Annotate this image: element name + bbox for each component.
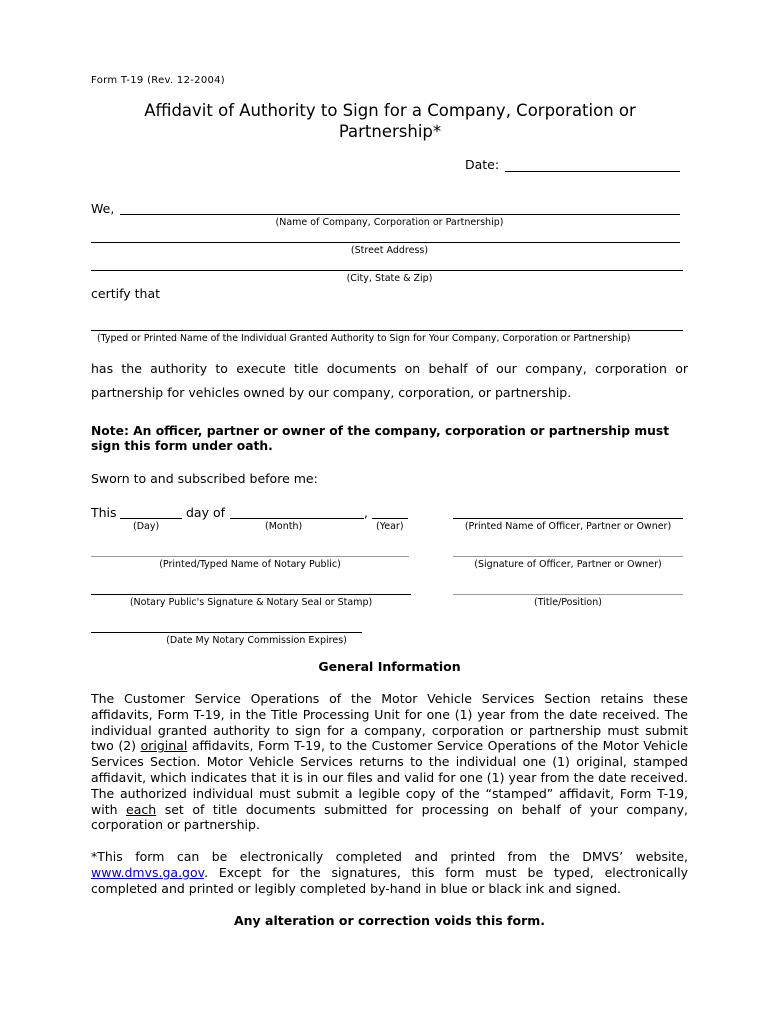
- notary-signature-field[interactable]: [91, 594, 411, 595]
- year-field[interactable]: [372, 518, 408, 519]
- this-label: This: [91, 505, 117, 520]
- comma: ,: [364, 505, 368, 520]
- street-address-field[interactable]: [91, 242, 680, 243]
- officer-signature-field[interactable]: [453, 556, 683, 557]
- paragraph-text-1: The Customer Service Operations of the Motor Vehicle Services Section retains these affidavits, Form T-19, in the Title Processing Unit for one (1) year from the date received. The individual granted authority to sign for a company, corporation or partnership must submit two (2): [91, 691, 688, 754]
- we-label: We,: [91, 201, 115, 216]
- company-name-field[interactable]: [120, 214, 680, 215]
- notary-printed-name-field[interactable]: [91, 556, 409, 557]
- printed-officer-name-caption: (Printed Name of Officer, Partner or Owner): [464, 521, 672, 532]
- commission-expires-caption: (Date My Notary Commission Expires): [166, 635, 347, 646]
- authority-text-line-1: has the authority to execute title documents on behalf of our company, corporation or: [91, 361, 688, 376]
- day-of-label: day of: [186, 505, 226, 520]
- city-state-zip-caption: (City, State & Zip): [346, 273, 433, 284]
- day-field[interactable]: [120, 518, 182, 519]
- each-emphasis: each: [126, 801, 157, 817]
- month-caption: (Month): [265, 521, 303, 532]
- title-line-2: Partnership*: [338, 122, 442, 141]
- original-emphasis: original: [140, 738, 188, 754]
- paragraph-text-2: affidavits, Form T-19, to the Customer Service Operations of the Motor Vehicle Services Section. Motor Vehicle Services returns to the individual one (1) original, stamped affidavit, which indicates that it is in our files and valid for one (1) year from the date received. The authorized individual must submit a legible copy of the “stamped” affidavit, Form T-19, with: [91, 738, 688, 817]
- general-info-paragraph: [91, 691, 688, 833]
- printed-officer-name-field[interactable]: [453, 518, 683, 519]
- note-line-2: sign this form under oath.: [91, 439, 273, 453]
- paragraph-text-4: *This form can be electronically completed and printed from the DMVS’ website,: [91, 849, 688, 864]
- general-info-heading: General Information: [318, 659, 461, 674]
- city-state-zip-field[interactable]: [91, 270, 683, 271]
- commission-expires-field[interactable]: [91, 632, 362, 633]
- date-label: Date:: [465, 157, 500, 172]
- year-caption: (Year): [376, 521, 404, 532]
- sworn-label: Sworn to and subscribed before me:: [91, 471, 318, 486]
- title-line-1: Affidavit of Authority to Sign for a Company, Corporation or: [144, 101, 636, 120]
- note-line-1: Note: An officer, partner or owner of the company, corporation or partnership must: [91, 424, 670, 438]
- authority-text-line-2: partnership for vehicles owned by our company, corporation, or partnership.: [91, 385, 572, 400]
- date-field[interactable]: [505, 171, 680, 172]
- street-address-caption: (Street Address): [350, 245, 429, 256]
- individual-name-caption: (Typed or Printed Name of the Individual Granted Authority to Sign for Your Company, Corporation or Partnership): [97, 333, 631, 344]
- individual-name-field[interactable]: [91, 330, 683, 331]
- paragraph-text-3: set of title documents submitted for processing on behalf of your company, corporation or partnership.: [91, 801, 688, 833]
- month-field[interactable]: [230, 518, 364, 519]
- title-position-field[interactable]: [453, 594, 683, 595]
- alteration-warning: Any alteration or correction voids this form.: [233, 913, 546, 928]
- certify-label: certify that: [91, 286, 161, 301]
- form-number: Form T-19 (Rev. 12-2004): [91, 75, 226, 86]
- dmvs-website-link[interactable]: www.dmvs.ga.gov: [91, 864, 205, 880]
- electronic-form-paragraph: [91, 849, 688, 896]
- title-position-caption: (Title/Position): [534, 597, 602, 608]
- notary-signature-caption: (Notary Public's Signature & Notary Seal or Stamp): [129, 597, 373, 608]
- notary-printed-name-caption: (Printed/Typed Name of Notary Public): [159, 559, 341, 570]
- company-name-caption: (Name of Company, Corporation or Partnership): [275, 217, 504, 228]
- paragraph-text-5: . Except for the signatures, this form must be typed, electronically completed and printed or legibly completed by-hand in blue or black ink and signed.: [91, 864, 688, 896]
- officer-signature-caption: (Signature of Officer, Partner or Owner): [474, 559, 662, 570]
- day-caption: (Day): [133, 521, 160, 532]
- page-title: [100, 100, 680, 142]
